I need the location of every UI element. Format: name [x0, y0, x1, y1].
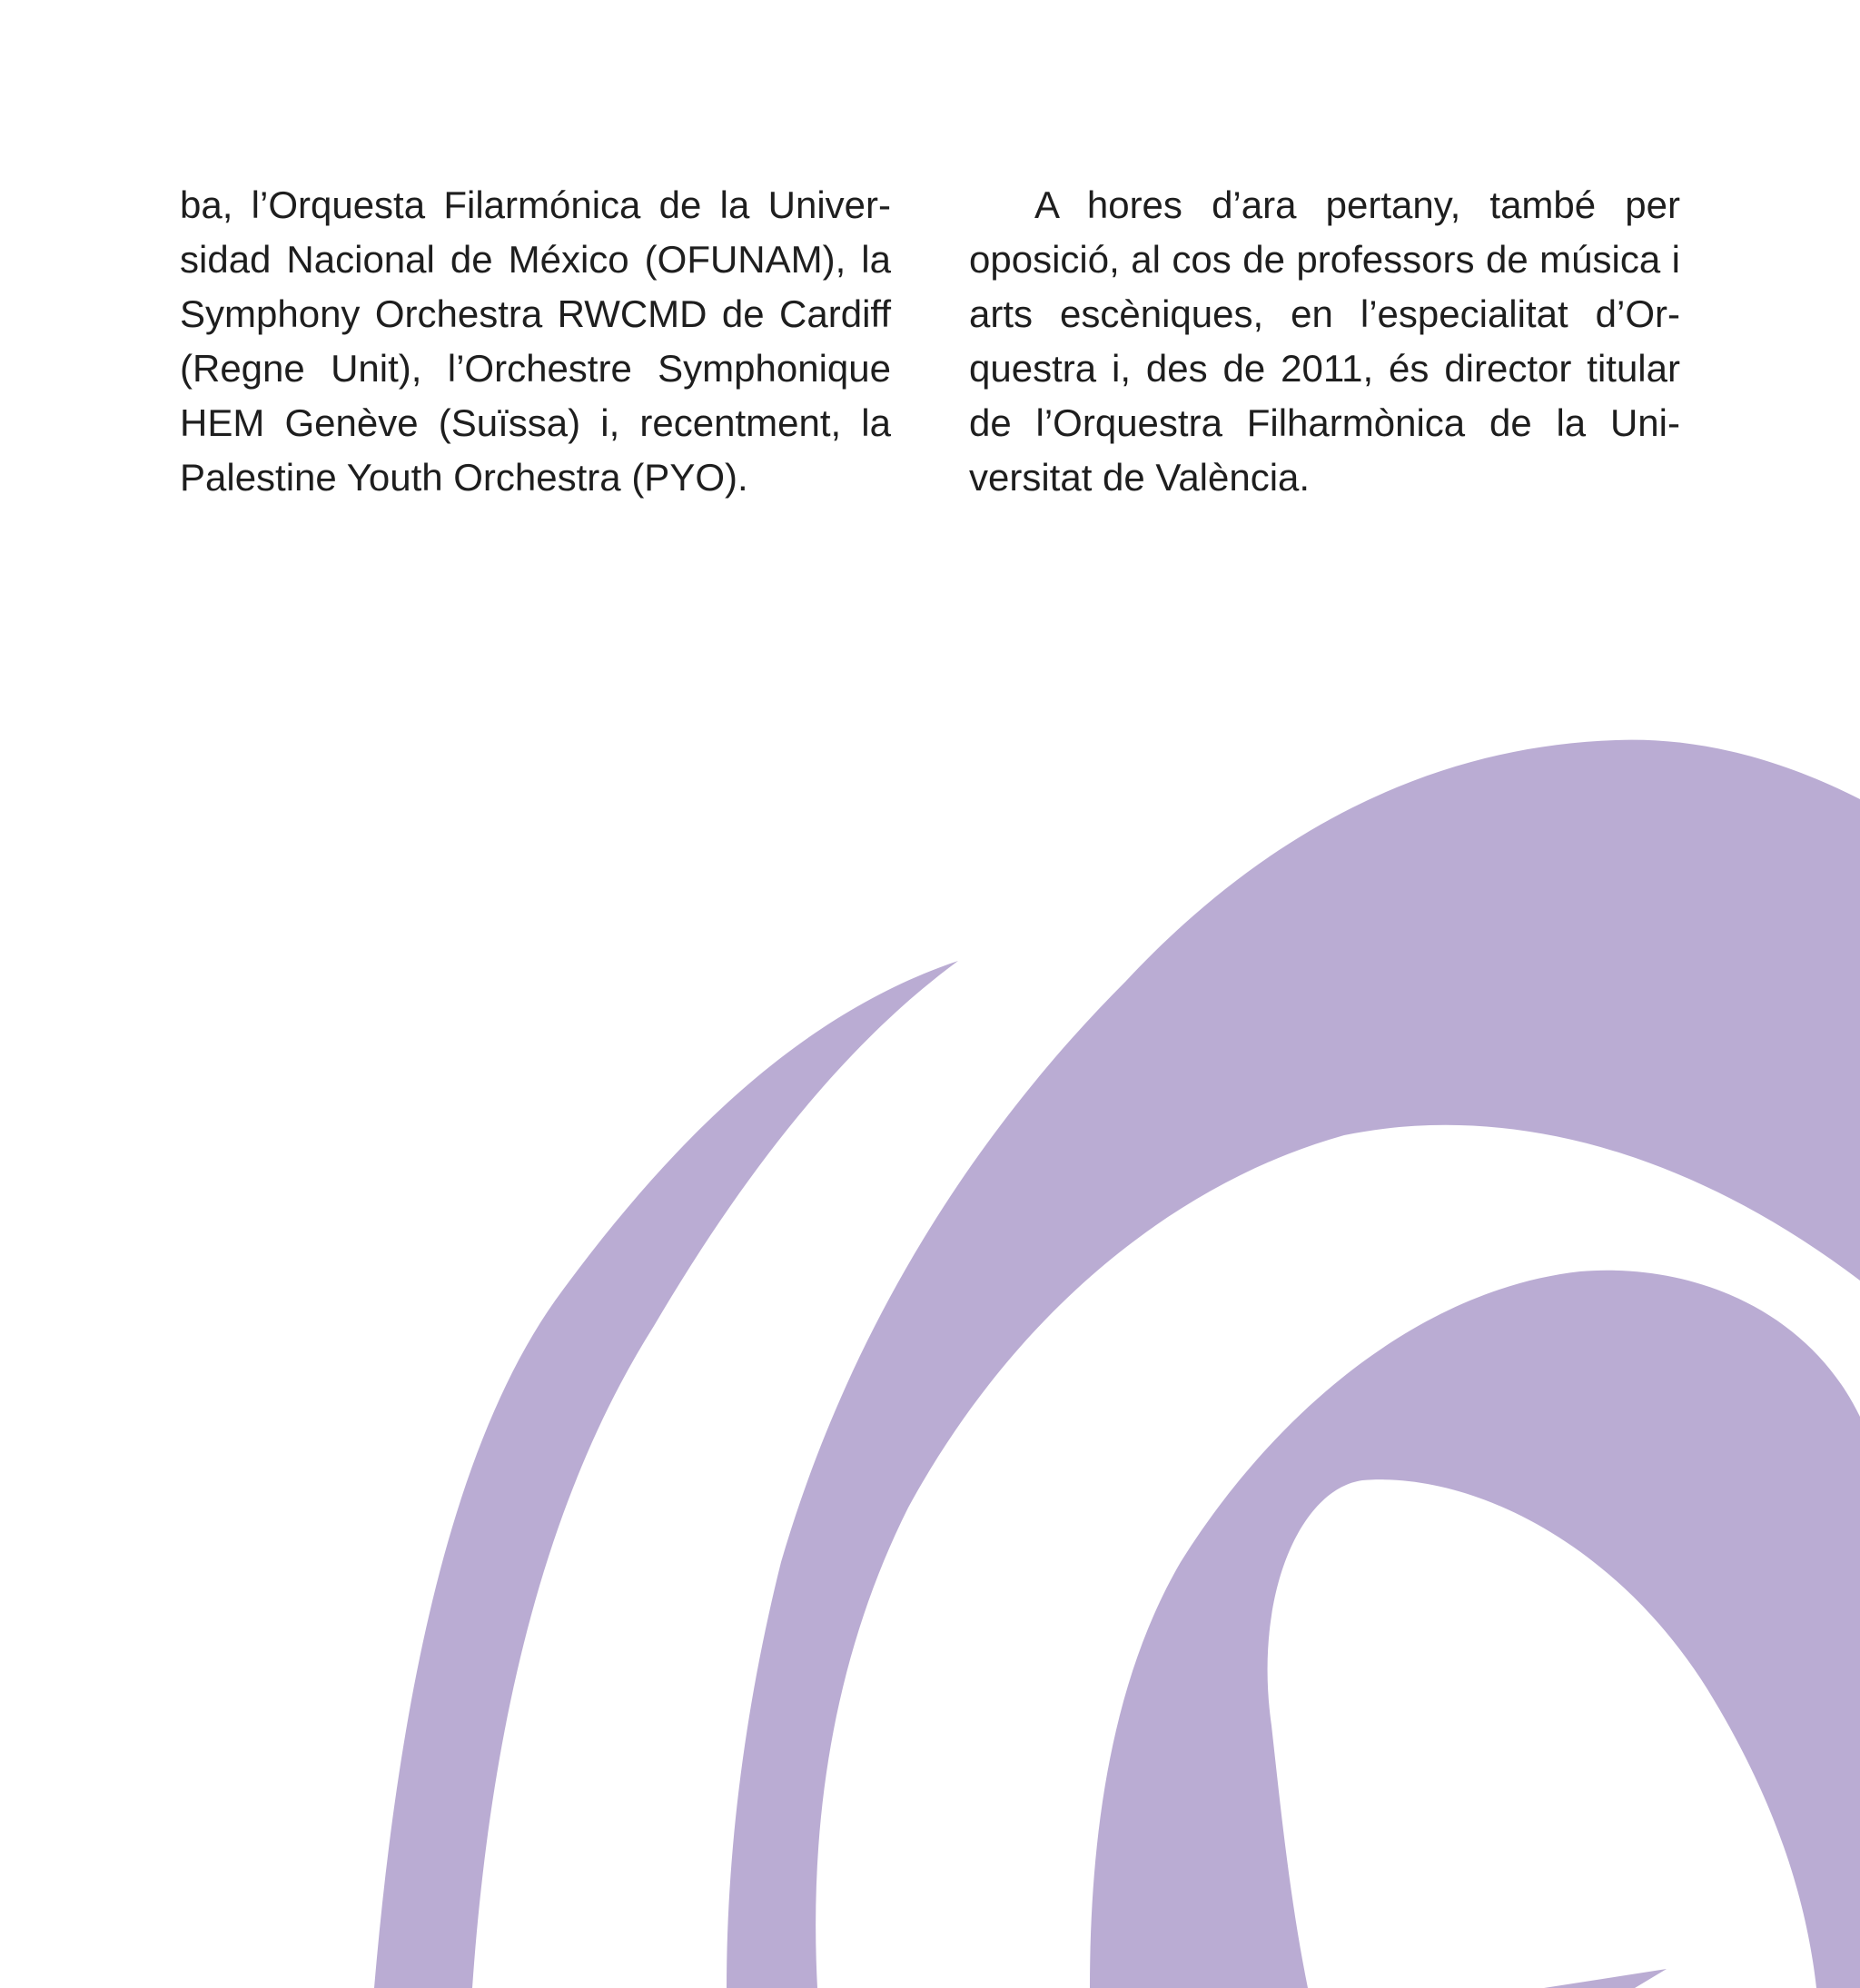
text-column-right: A hores d’ara pertany, també per oposició, al cos de professors de música i arts escèniques, en l’especialitat d’Orquestra i, des de 2011, és director titular de l’Orquestra Filharmònica de la Universitat de València.	[969, 183, 1680, 499]
text-column-left: ba, l’Orquesta Filarmónica de la Universidad Nacional de México (OFUNAM), la Symphony Orchestra RWCMD de Cardiff (Regne Unit), l’Orchestre Symphonique HEM Genève (Suïssa) i, recentment, la Palestine Youth Orchestra (PYO).	[180, 183, 891, 499]
swirl-shapes	[374, 740, 1860, 1988]
swirl-inner-band	[1090, 1271, 1860, 1988]
swirl-wedge	[1544, 1969, 1667, 1988]
text-columns	[180, 178, 1680, 505]
